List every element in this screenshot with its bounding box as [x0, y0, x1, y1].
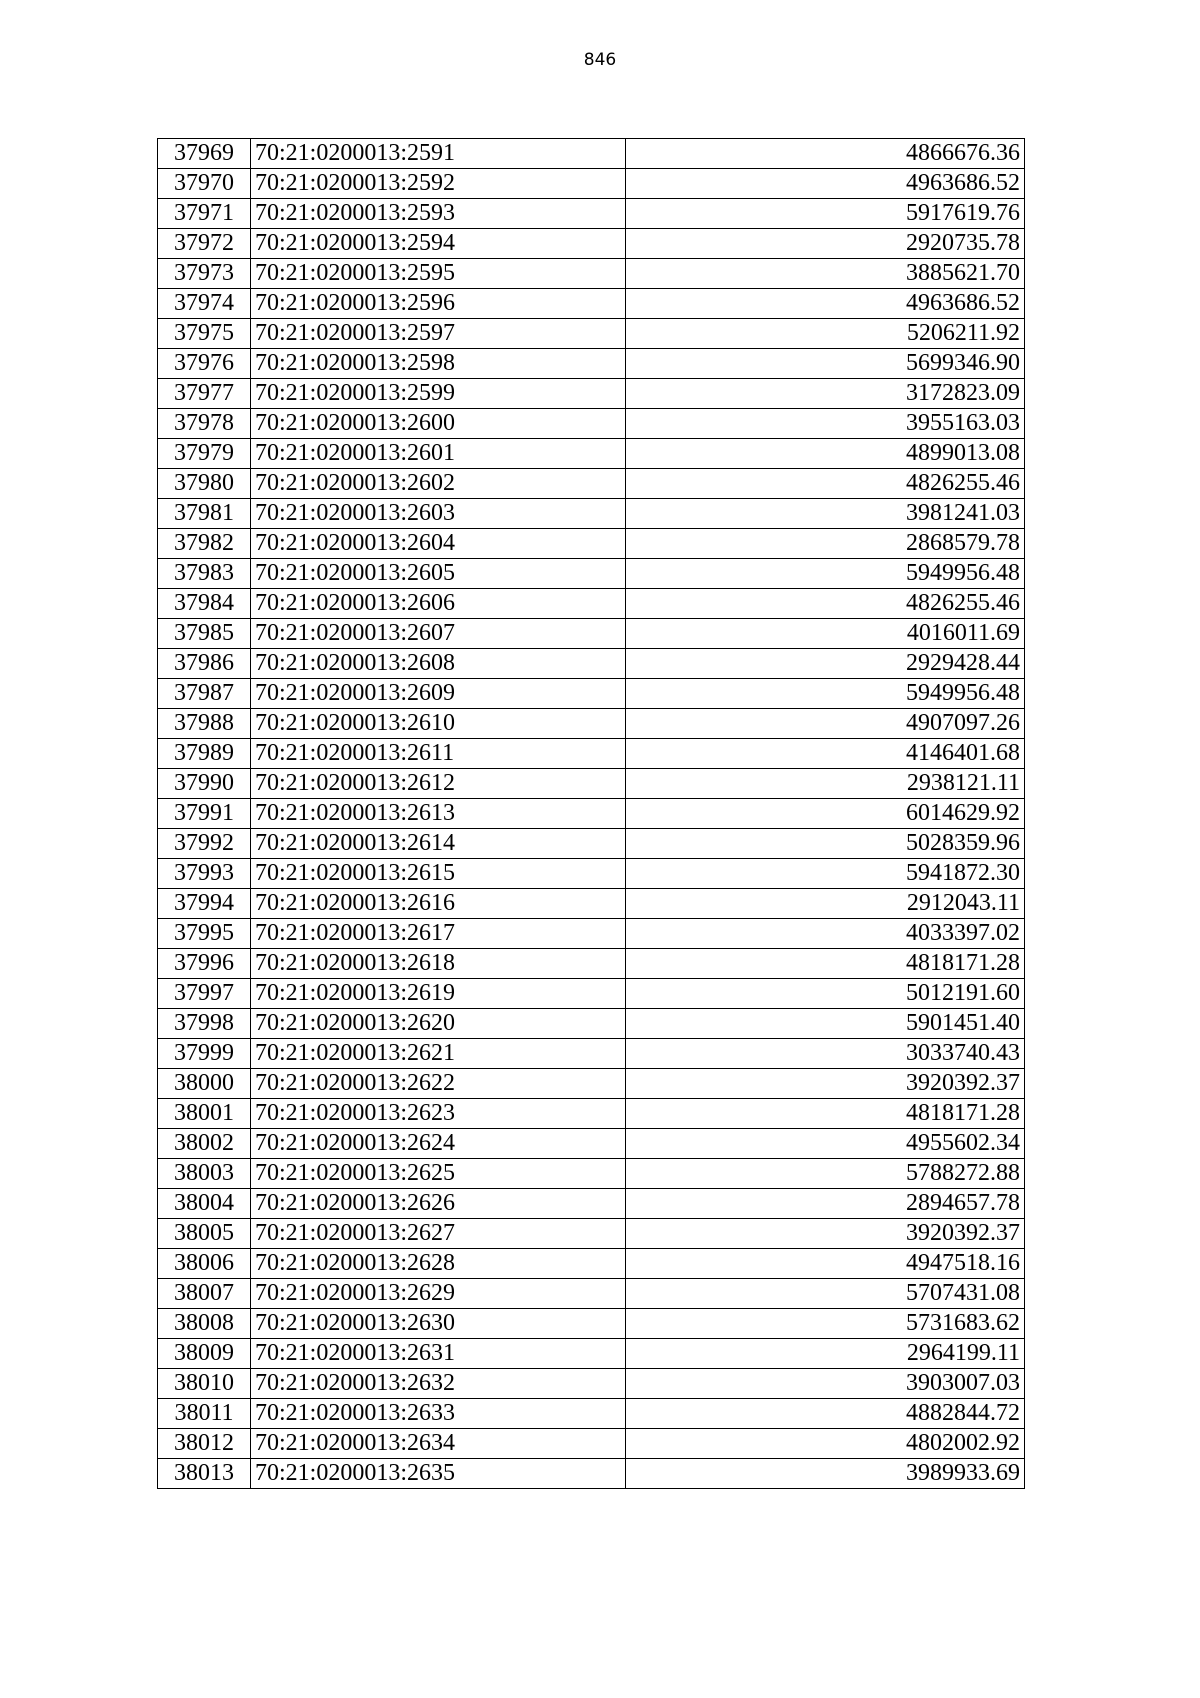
cadastral-value-cell: 2929428.44 [626, 649, 1025, 679]
cadastral-value-cell: 2868579.78 [626, 529, 1025, 559]
cadastral-number-cell: 70:21:0200013:2618 [251, 949, 626, 979]
table-row [158, 979, 1025, 1009]
row-number-cell: 37973 [158, 259, 251, 289]
row-number-cell: 38005 [158, 1219, 251, 1249]
row-number-cell: 38012 [158, 1429, 251, 1459]
table-row [158, 529, 1025, 559]
page-number: 846 [583, 50, 617, 70]
cadastral-number-cell: 70:21:0200013:2613 [251, 799, 626, 829]
row-number-cell: 37978 [158, 409, 251, 439]
row-number-cell: 37985 [158, 619, 251, 649]
row-number-cell: 37990 [158, 769, 251, 799]
cadastral-value-cell: 4818171.28 [626, 1099, 1025, 1129]
row-number-cell: 38006 [158, 1249, 251, 1279]
cadastral-value-cell: 3920392.37 [626, 1069, 1025, 1099]
table-row [158, 769, 1025, 799]
cadastral-number-cell: 70:21:0200013:2619 [251, 979, 626, 1009]
row-number-cell: 37972 [158, 229, 251, 259]
cadastral-number-cell: 70:21:0200013:2623 [251, 1099, 626, 1129]
row-number-cell: 37997 [158, 979, 251, 1009]
cadastral-value-cell: 2938121.11 [626, 769, 1025, 799]
cadastral-value-cell: 4899013.08 [626, 439, 1025, 469]
table-row [158, 709, 1025, 739]
cadastral-number-cell: 70:21:0200013:2627 [251, 1219, 626, 1249]
row-number-cell: 38010 [158, 1369, 251, 1399]
row-number-cell: 38002 [158, 1129, 251, 1159]
cadastral-number-cell: 70:21:0200013:2624 [251, 1129, 626, 1159]
row-number-cell: 37991 [158, 799, 251, 829]
table-row [158, 799, 1025, 829]
row-number-cell: 38008 [158, 1309, 251, 1339]
cadastral-number-cell: 70:21:0200013:2594 [251, 229, 626, 259]
row-number-cell: 37995 [158, 919, 251, 949]
cadastral-value-cell: 2964199.11 [626, 1339, 1025, 1369]
cadastral-number-cell: 70:21:0200013:2591 [251, 139, 626, 169]
cadastral-number-cell: 70:21:0200013:2616 [251, 889, 626, 919]
cadastral-value-cell: 2894657.78 [626, 1189, 1025, 1219]
cadastral-value-table [157, 138, 1025, 1489]
cadastral-value-cell: 4947518.16 [626, 1249, 1025, 1279]
table-row [158, 349, 1025, 379]
cadastral-value-cell: 4882844.72 [626, 1399, 1025, 1429]
cadastral-number-cell: 70:21:0200013:2622 [251, 1069, 626, 1099]
cadastral-value-cell: 5731683.62 [626, 1309, 1025, 1339]
table-row [158, 1399, 1025, 1429]
table-row [158, 1189, 1025, 1219]
cadastral-number-cell: 70:21:0200013:2628 [251, 1249, 626, 1279]
row-number-cell: 37987 [158, 679, 251, 709]
table-row [158, 229, 1025, 259]
cadastral-number-cell: 70:21:0200013:2633 [251, 1399, 626, 1429]
row-number-cell: 38009 [158, 1339, 251, 1369]
table-row [158, 439, 1025, 469]
cadastral-number-cell: 70:21:0200013:2617 [251, 919, 626, 949]
cadastral-value-cell: 4802002.92 [626, 1429, 1025, 1459]
cadastral-number-cell: 70:21:0200013:2603 [251, 499, 626, 529]
row-number-cell: 37981 [158, 499, 251, 529]
table-row [158, 649, 1025, 679]
table-row [158, 1429, 1025, 1459]
table-row [158, 949, 1025, 979]
cadastral-number-cell: 70:21:0200013:2620 [251, 1009, 626, 1039]
cadastral-value-cell: 3920392.37 [626, 1219, 1025, 1249]
row-number-cell: 37977 [158, 379, 251, 409]
table-row [158, 1369, 1025, 1399]
table-row [158, 829, 1025, 859]
row-number-cell: 37989 [158, 739, 251, 769]
row-number-cell: 38011 [158, 1399, 251, 1429]
cadastral-number-cell: 70:21:0200013:2595 [251, 259, 626, 289]
table-row [158, 739, 1025, 769]
cadastral-value-cell: 5917619.76 [626, 199, 1025, 229]
cadastral-number-cell: 70:21:0200013:2597 [251, 319, 626, 349]
cadastral-number-cell: 70:21:0200013:2615 [251, 859, 626, 889]
cadastral-value-cell: 4963686.52 [626, 169, 1025, 199]
cadastral-number-cell: 70:21:0200013:2593 [251, 199, 626, 229]
cadastral-value-cell: 4826255.46 [626, 589, 1025, 619]
row-number-cell: 37999 [158, 1039, 251, 1069]
row-number-cell: 38004 [158, 1189, 251, 1219]
cadastral-number-cell: 70:21:0200013:2614 [251, 829, 626, 859]
cadastral-number-cell: 70:21:0200013:2596 [251, 289, 626, 319]
cadastral-number-cell: 70:21:0200013:2600 [251, 409, 626, 439]
row-number-cell: 37979 [158, 439, 251, 469]
cadastral-value-cell: 5707431.08 [626, 1279, 1025, 1309]
row-number-cell: 37982 [158, 529, 251, 559]
cadastral-value-cell: 4016011.69 [626, 619, 1025, 649]
row-number-cell: 38000 [158, 1069, 251, 1099]
row-number-cell: 37992 [158, 829, 251, 859]
cadastral-value-cell: 4907097.26 [626, 709, 1025, 739]
row-number-cell: 38003 [158, 1159, 251, 1189]
table-row [158, 1309, 1025, 1339]
cadastral-value-cell: 2920735.78 [626, 229, 1025, 259]
row-number-cell: 37988 [158, 709, 251, 739]
table-row [158, 409, 1025, 439]
cadastral-value-cell: 3033740.43 [626, 1039, 1025, 1069]
cadastral-number-cell: 70:21:0200013:2602 [251, 469, 626, 499]
row-number-cell: 37996 [158, 949, 251, 979]
row-number-cell: 37974 [158, 289, 251, 319]
cadastral-value-cell: 4818171.28 [626, 949, 1025, 979]
cadastral-number-cell: 70:21:0200013:2606 [251, 589, 626, 619]
cadastral-value-cell: 4033397.02 [626, 919, 1025, 949]
cadastral-number-cell: 70:21:0200013:2635 [251, 1459, 626, 1489]
cadastral-value-cell: 5949956.48 [626, 559, 1025, 589]
cadastral-value-cell: 5901451.40 [626, 1009, 1025, 1039]
row-number-cell: 37994 [158, 889, 251, 919]
cadastral-number-cell: 70:21:0200013:2630 [251, 1309, 626, 1339]
cadastral-number-cell: 70:21:0200013:2634 [251, 1429, 626, 1459]
row-number-cell: 37993 [158, 859, 251, 889]
cadastral-value-cell: 5699346.90 [626, 349, 1025, 379]
cadastral-number-cell: 70:21:0200013:2604 [251, 529, 626, 559]
cadastral-number-cell: 70:21:0200013:2601 [251, 439, 626, 469]
cadastral-value-cell: 3172823.09 [626, 379, 1025, 409]
row-number-cell: 37969 [158, 139, 251, 169]
table-row [158, 589, 1025, 619]
cadastral-number-cell: 70:21:0200013:2599 [251, 379, 626, 409]
cadastral-value-cell: 3903007.03 [626, 1369, 1025, 1399]
row-number-cell: 37983 [158, 559, 251, 589]
table-row [158, 499, 1025, 529]
cadastral-value-cell: 2912043.11 [626, 889, 1025, 919]
cadastral-value-cell: 5206211.92 [626, 319, 1025, 349]
table-row [158, 1129, 1025, 1159]
table-row [158, 199, 1025, 229]
cadastral-number-cell: 70:21:0200013:2625 [251, 1159, 626, 1189]
table-row [158, 859, 1025, 889]
table-row [158, 1219, 1025, 1249]
cadastral-number-cell: 70:21:0200013:2612 [251, 769, 626, 799]
cadastral-number-cell: 70:21:0200013:2607 [251, 619, 626, 649]
cadastral-number-cell: 70:21:0200013:2609 [251, 679, 626, 709]
cadastral-value-cell: 3989933.69 [626, 1459, 1025, 1489]
row-number-cell: 38001 [158, 1099, 251, 1129]
cadastral-number-cell: 70:21:0200013:2632 [251, 1369, 626, 1399]
table-row [158, 919, 1025, 949]
table-row [158, 1459, 1025, 1489]
row-number-cell: 37980 [158, 469, 251, 499]
row-number-cell: 37986 [158, 649, 251, 679]
row-number-cell: 37998 [158, 1009, 251, 1039]
cadastral-number-cell: 70:21:0200013:2631 [251, 1339, 626, 1369]
cadastral-value-cell: 4146401.68 [626, 739, 1025, 769]
cadastral-number-cell: 70:21:0200013:2629 [251, 1279, 626, 1309]
table-row [158, 1249, 1025, 1279]
table-row [158, 679, 1025, 709]
table-body [158, 139, 1025, 1489]
cadastral-number-cell: 70:21:0200013:2610 [251, 709, 626, 739]
table-row [158, 1009, 1025, 1039]
table-row [158, 1339, 1025, 1369]
cadastral-value-cell: 4963686.52 [626, 289, 1025, 319]
cadastral-value-cell: 4955602.34 [626, 1129, 1025, 1159]
cadastral-value-cell: 6014629.92 [626, 799, 1025, 829]
cadastral-value-cell: 3955163.03 [626, 409, 1025, 439]
table-row [158, 559, 1025, 589]
row-number-cell: 37975 [158, 319, 251, 349]
row-number-cell: 37971 [158, 199, 251, 229]
table-row [158, 139, 1025, 169]
cadastral-number-cell: 70:21:0200013:2592 [251, 169, 626, 199]
cadastral-value-cell: 3885621.70 [626, 259, 1025, 289]
table-row [158, 259, 1025, 289]
table-row [158, 1099, 1025, 1129]
table-row [158, 1039, 1025, 1069]
table-row [158, 319, 1025, 349]
row-number-cell: 37970 [158, 169, 251, 199]
cadastral-number-cell: 70:21:0200013:2608 [251, 649, 626, 679]
table-row [158, 889, 1025, 919]
cadastral-number-cell: 70:21:0200013:2626 [251, 1189, 626, 1219]
table-row [158, 469, 1025, 499]
cadastral-value-cell: 4826255.46 [626, 469, 1025, 499]
cadastral-value-cell: 5788272.88 [626, 1159, 1025, 1189]
row-number-cell: 37976 [158, 349, 251, 379]
cadastral-number-cell: 70:21:0200013:2605 [251, 559, 626, 589]
table-row [158, 1279, 1025, 1309]
table-row [158, 169, 1025, 199]
row-number-cell: 37984 [158, 589, 251, 619]
table-row [158, 1069, 1025, 1099]
cadastral-number-cell: 70:21:0200013:2621 [251, 1039, 626, 1069]
table-row [158, 1159, 1025, 1189]
table-row [158, 289, 1025, 319]
cadastral-value-cell: 5028359.96 [626, 829, 1025, 859]
row-number-cell: 38013 [158, 1459, 251, 1489]
cadastral-value-cell: 5012191.60 [626, 979, 1025, 1009]
cadastral-value-cell: 5949956.48 [626, 679, 1025, 709]
cadastral-number-cell: 70:21:0200013:2611 [251, 739, 626, 769]
row-number-cell: 38007 [158, 1279, 251, 1309]
cadastral-number-cell: 70:21:0200013:2598 [251, 349, 626, 379]
table-row [158, 619, 1025, 649]
table-row [158, 379, 1025, 409]
cadastral-value-cell: 3981241.03 [626, 499, 1025, 529]
cadastral-value-cell: 4866676.36 [626, 139, 1025, 169]
cadastral-value-cell: 5941872.30 [626, 859, 1025, 889]
